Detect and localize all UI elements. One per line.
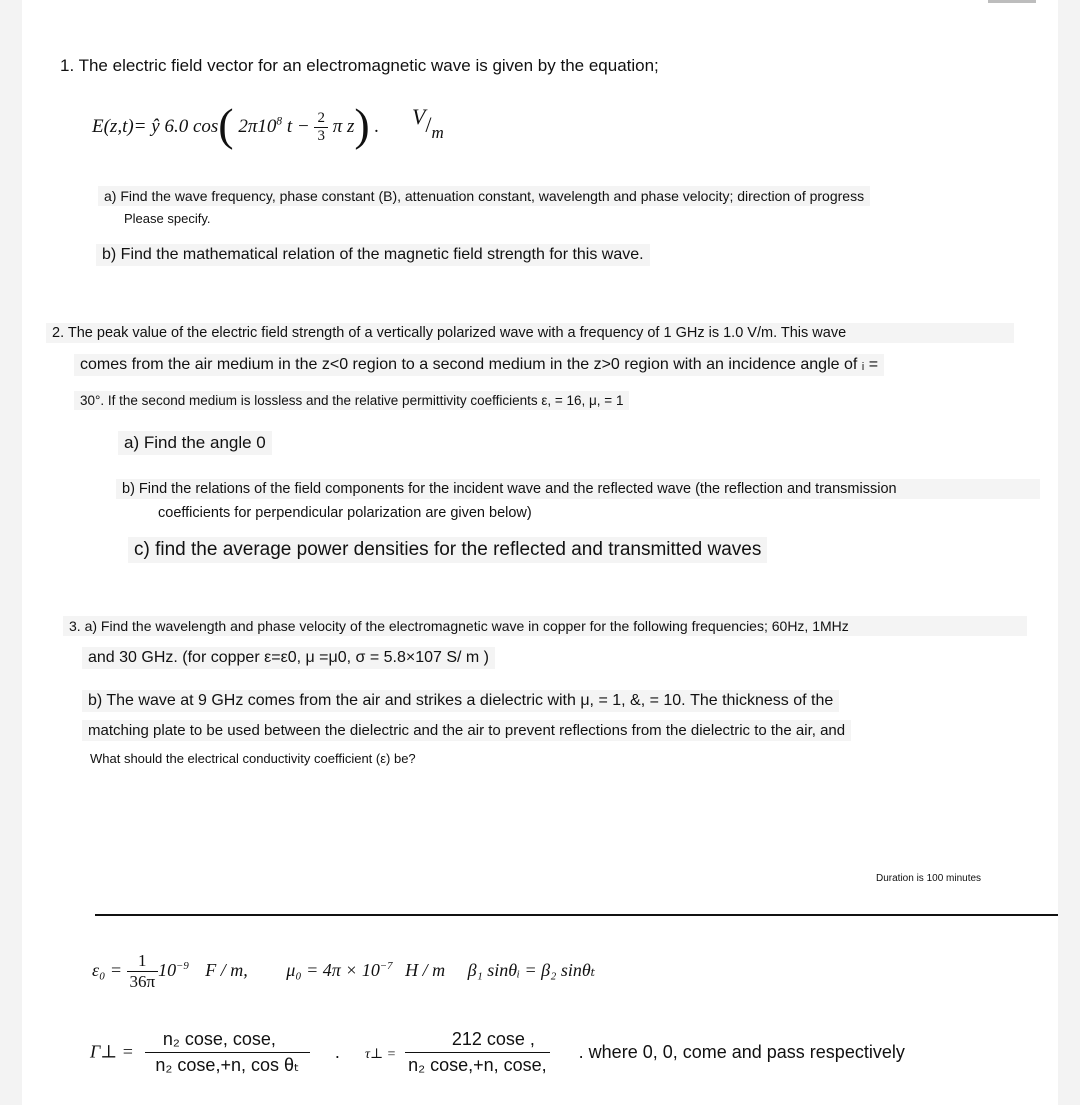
q1-eq-fraction bbox=[314, 110, 328, 145]
snell-law: β₁ sinθᵢ = β₂ sinθₜ bbox=[467, 959, 596, 980]
coeff-where-note: . where 0, 0, come and pass respectively bbox=[578, 1041, 905, 1062]
eps0-frac-num: 1 bbox=[127, 952, 159, 972]
q1-eq-unit-den: m bbox=[431, 123, 444, 142]
q1-part-a-line1: a) Find the wave frequency, phase constant (B), attenuation constant, wavelength and phase velocity; direction of progress bbox=[98, 186, 870, 206]
q1-eq-arg-a: 2π10 bbox=[238, 116, 277, 137]
tau-lhs: τ⊥ = bbox=[364, 1046, 397, 1062]
q3-part-a-line1: 3. a) Find the wavelength and phase velocity of the electromagnetic wave in copper for the following frequencies; 60Hz, 1MHz bbox=[63, 616, 1027, 636]
q1-intro: 1. The electric field vector for an electromagnetic wave is given by the equation; bbox=[60, 56, 659, 75]
q1-eq-separator: . bbox=[374, 116, 380, 137]
q1-eq-unit: $V/_m$ bbox=[411, 104, 444, 142]
q1-eq-frac-num: 2 bbox=[314, 110, 328, 128]
q1-eq-lhs: E(z,t)= ŷ 6.0 cos bbox=[92, 116, 219, 137]
duration-note: Duration is 100 minutes bbox=[876, 873, 982, 884]
coefficients-line bbox=[90, 1030, 905, 1075]
q1-part-b: b) Find the mathematical relation of the magnetic field strength for this wave. bbox=[96, 244, 650, 266]
q3-part-b-line2: matching plate to be used between the dielectric and the air to prevent reflections from the dielectric to the air, and bbox=[82, 720, 851, 741]
q1-eq-exponent: 8 bbox=[276, 115, 283, 128]
mu0-expression: μ₀ = 4π × 10 bbox=[286, 959, 380, 980]
q2-part-a: a) Find the angle 0 bbox=[118, 431, 272, 455]
tau-fraction bbox=[405, 1030, 550, 1075]
tau-numerator: 212 cose , bbox=[405, 1030, 550, 1053]
q3-part-b-line1: b) The wave at 9 GHz comes from the air and strikes a dielectric with μ, = 1, &, = 10. The thickness of the bbox=[82, 690, 839, 712]
q2-part-b-line2: coefficients for perpendicular polarization are given below) bbox=[158, 505, 532, 521]
q1-eq-close-paren: ) bbox=[354, 99, 370, 150]
tau-denominator: n₂ cose,+n, cose, bbox=[408, 1054, 547, 1075]
q2-part-b-line1: b) Find the relations of the field components for the incident wave and the reflected wave (the reflection and transmission bbox=[116, 479, 1040, 499]
eps0-frac-den: 36π bbox=[129, 971, 156, 991]
q2-line1: 2. The peak value of the electric field strength of a vertically polarized wave with a frequency of 1 GHz is 1.0 V/m. This wave bbox=[46, 323, 1014, 343]
q1-eq-arg-b: t − bbox=[286, 116, 310, 137]
q1-eq-open-paren: ( bbox=[218, 99, 234, 150]
mu0-exp: −7 bbox=[379, 959, 393, 972]
q1-equation bbox=[92, 98, 444, 151]
mu0-unit: H / m bbox=[405, 959, 446, 980]
q1-eq-arg-c: π z bbox=[332, 116, 355, 137]
q2-line2: comes from the air medium in the z<0 region to a second medium in the z>0 region with an incidence angle of ᵢ = bbox=[74, 354, 884, 376]
gamma-numerator: n₂ cose, cose, bbox=[145, 1030, 310, 1053]
gamma-lhs: Γ⊥ = bbox=[90, 1041, 134, 1062]
coeff-separator: . bbox=[334, 1041, 340, 1062]
gamma-denominator: n₂ cose,+n, cos θₜ bbox=[155, 1054, 300, 1075]
eps0-power-base: 10 bbox=[158, 959, 177, 980]
eps0-fraction bbox=[127, 952, 159, 991]
eps0-power-exp: −9 bbox=[176, 959, 189, 972]
q1-part-a-line2: Please specify. bbox=[124, 211, 211, 226]
gamma-fraction bbox=[145, 1030, 310, 1075]
eps0-unit: F / m, bbox=[205, 959, 248, 980]
q2-part-c: c) find the average power densities for the reflected and transmitted waves bbox=[128, 537, 767, 563]
constants-line bbox=[92, 952, 595, 991]
q3-part-b-line3: What should the electrical conductivity coefficient (ε) be? bbox=[90, 751, 416, 766]
q2-line3: 30°. If the second medium is lossless and the relative permittivity coefficients ε, = 16, μ, = 1 bbox=[74, 391, 629, 410]
page-edge-mark bbox=[988, 0, 1036, 3]
q1-eq-unit-num: V bbox=[411, 104, 426, 129]
q3-part-a-line2: and 30 GHz. (for copper ε=ε0, μ =μ0, σ = 5.8×107 S/ m ) bbox=[82, 647, 495, 669]
eps0-lhs: ε₀ = bbox=[92, 959, 122, 980]
q1-eq-frac-den: 3 bbox=[317, 127, 325, 144]
section-divider bbox=[95, 914, 1058, 916]
